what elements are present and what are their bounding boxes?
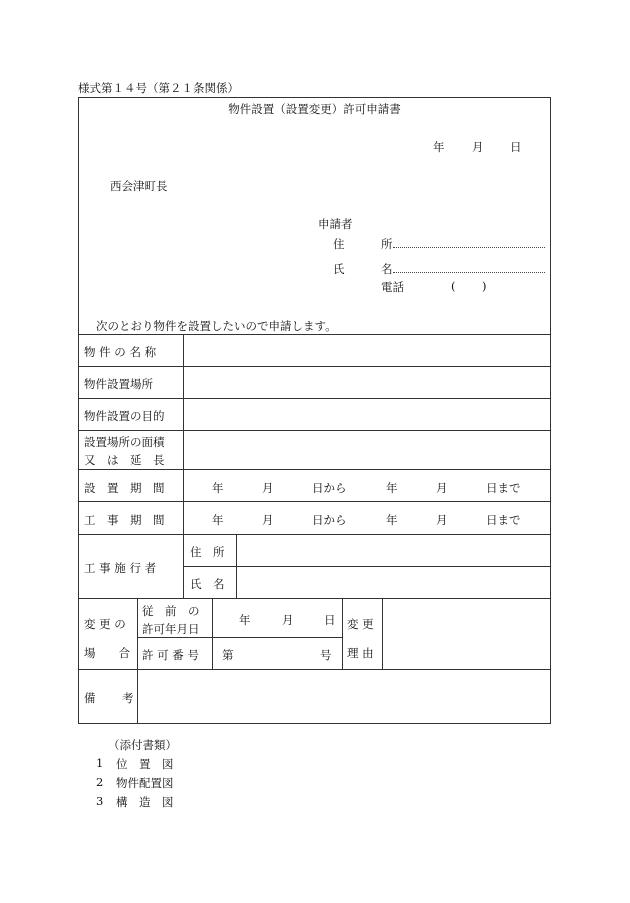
phone-paren-open[interactable]: (: [451, 279, 456, 293]
address-field[interactable]: [393, 247, 545, 248]
date-day[interactable]: 日: [510, 140, 522, 154]
statement: 次のとおり物件を設置したいので申請します。: [96, 319, 337, 333]
contractor-address-field[interactable]: [237, 535, 550, 566]
contractor-label: 工 事 施 行 者: [84, 561, 157, 575]
construction-end-year[interactable]: 年: [386, 513, 398, 527]
addressee: 西会津町長: [110, 179, 168, 193]
construction-end-month[interactable]: 月: [436, 513, 448, 527]
attachments-heading: （添付書類）: [108, 738, 177, 752]
period-start-year[interactable]: 年: [212, 481, 224, 495]
area-field[interactable]: [184, 431, 550, 469]
remarks-field[interactable]: [138, 670, 550, 723]
construction-from[interactable]: 日から: [312, 513, 347, 527]
address-label-2: 所: [381, 237, 393, 251]
attachment-no-2: 2: [96, 775, 104, 789]
purpose-field[interactable]: [184, 399, 550, 430]
prior-date-year[interactable]: 年: [239, 613, 251, 627]
form-number: 様式第１４号（第２１条関係）: [78, 81, 239, 95]
object-name-field[interactable]: [184, 335, 550, 366]
object-name-label: 物 件 の 名 称: [84, 345, 157, 359]
area-label-2: 又 は 延 長: [84, 453, 165, 467]
prior-date-label-2: 許可年月日: [142, 622, 200, 636]
address-label-1: 住: [333, 237, 345, 251]
period-from[interactable]: 日から: [312, 481, 347, 495]
contractor-name-field[interactable]: [237, 567, 550, 598]
remarks-label-2: 考: [122, 691, 134, 705]
name-field[interactable]: [393, 272, 545, 273]
period-start-month[interactable]: 月: [262, 481, 274, 495]
permit-number-label: 許 可 番 号: [142, 648, 199, 662]
phone-label: 電話: [381, 280, 404, 294]
construction-start-year[interactable]: 年: [212, 513, 224, 527]
construction-period-label: 工 事 期 間: [84, 513, 165, 527]
change-reason-label-1: 変 更: [347, 617, 374, 631]
applicant-heading: 申請者: [318, 217, 353, 231]
prior-date-month[interactable]: 月: [282, 613, 294, 627]
location-field[interactable]: [184, 367, 550, 398]
construction-until[interactable]: 日まで: [486, 513, 521, 527]
date-month[interactable]: 月: [472, 140, 484, 154]
prior-date-day[interactable]: 日: [324, 613, 336, 627]
change-reason-label-2: 理 由: [347, 646, 374, 660]
change-case-label-2: 場 合: [84, 646, 130, 660]
change-reason-field[interactable]: [383, 599, 550, 669]
period-until[interactable]: 日まで: [486, 481, 521, 495]
attachment-item-2: 物件配置図: [116, 776, 174, 790]
period-label: 設 置 期 間: [84, 481, 165, 495]
change-case-label-1: 変 更 の: [84, 617, 126, 631]
attachment-no-3: 3: [96, 794, 104, 808]
contractor-address-label: 住 所: [190, 545, 225, 559]
name-label-2: 名: [381, 262, 393, 276]
period-end-month[interactable]: 月: [436, 481, 448, 495]
attachment-item-3: 構 造 図: [116, 795, 174, 809]
construction-start-month[interactable]: 月: [262, 513, 274, 527]
period-end-year[interactable]: 年: [386, 481, 398, 495]
form-title: 物件設置（設置変更）許可申請書: [228, 102, 401, 116]
date-year[interactable]: 年: [433, 140, 445, 154]
attachment-no-1: 1: [96, 756, 104, 770]
permit-suffix[interactable]: 号: [320, 648, 332, 662]
contractor-name-label: 氏 名: [190, 577, 225, 591]
attachment-item-1: 位 置 図: [116, 757, 174, 771]
permit-prefix[interactable]: 第: [222, 648, 234, 662]
area-label-1: 設置場所の面積: [84, 435, 165, 449]
prior-date-label-1: 従 前 の: [142, 604, 200, 618]
location-label: 物件設置場所: [84, 377, 153, 391]
remarks-label-1: 備: [84, 691, 96, 705]
name-label-1: 氏: [333, 262, 345, 276]
purpose-label: 物件設置の目的: [84, 409, 165, 423]
phone-paren-close[interactable]: ): [482, 279, 487, 293]
